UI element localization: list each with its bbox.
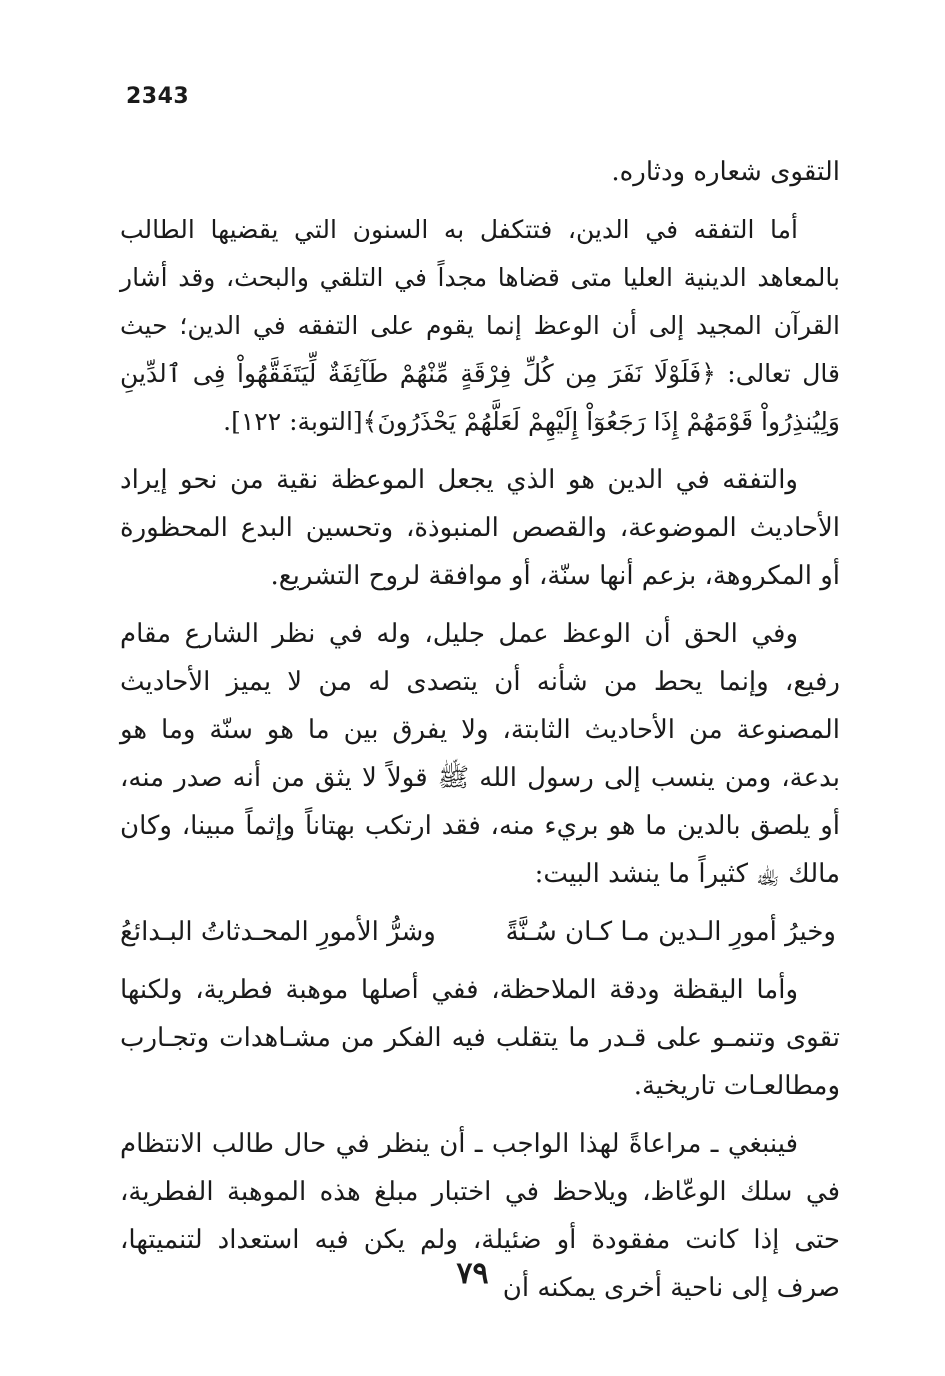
paragraph-3: والتفقه في الدين هو الذي يجعل الموعظة نقية من نحو إيراد الأحاديث الموضوعة، والقصص المنبوذة، وتحسين البدع المحظورة أو المكروهة، بزعم أنها سنّة، أو موافقة لروح التشريع.: [120, 465, 840, 591]
page-number: ٧٩: [456, 1256, 489, 1291]
paragraph-1: التقوى شعاره ودثاره.: [611, 157, 840, 187]
paragraph-6: فينبغي ـ مراعاةً لهذا الواجب ـ أن ينظر في حال طالب الانتظام في سلك الوعّاظ، ويلاحظ في اختبار مبلغ هذه الموهبة الفطرية، حتى إذا كانت مفقودة أو ضئيلة، ولم يكن فيه استعداد لتنميتها، صرف إلى ناحية أخرى يمكنه أن: [120, 1129, 840, 1303]
paragraph-2: أما التفقه في الدين، فتتكفل به السنون التي يقضيها الطالب بالمعاهد الدينية العليا متى قضاها مجداً في التلقي والبحث، وقد أشار القرآن المجيد إلى أن الوعظ إنما يقوم على التفقه في الدين؛ حيث قال تعالى: ﴿فَلَوْلَا نَفَرَ مِن كُلِّ فِرْقَةٍ مِّنْهُمْ طَآئِفَةٌ لِّيَتَفَقَّهُواْ فِى ٱلدِّينِ وَلِيُنذِرُواْ قَوْمَهُمْ إِذَا رَجَعُوٓاْ إِلَيْهِمْ لَعَلَّهُمْ يَحْذَرُونَ﴾[التوبة: ١٢٢].: [120, 215, 840, 436]
verse-first-hemistich: وخيرُ أمورِ الـدين مـا كـان سُـنَّةً: [505, 917, 836, 947]
paragraph-4: وفي الحق أن الوعظ عمل جليل، وله في نظر الشارع مقام رفيع، وإنما يحط من شأنه أن يتصدى له من لا يميز الأحاديث المصنوعة من الأحاديث الثابتة، ولا يفرق بين ما هو سنّة وما هو بدعة، ومن ينسب إلى رسول الله ﷺ قولاً لا يثق من أنه صدر منه، أو يلصق بالدين ما هو بريء منه، فقد ارتكب بهتاناً وإثماً مبينا، وكان مالك ﵀ كثيراً ما ينشد البيت:: [120, 619, 840, 889]
page-code: 2343: [126, 84, 190, 109]
poetry-verse: [120, 908, 840, 956]
verse-second-hemistich: وشرُّ الأمورِ المحـدثاتُ البـدائعُ: [120, 917, 436, 947]
paragraph-5: وأما اليقظة ودقة الملاحظة، ففي أصلها موهبة فطرية، ولكنها تقوى وتنمـو على قـدر ما يتقلب فيه الفكر من مشـاهدات وتجـارب ومطالعـات تاريخية.: [120, 975, 840, 1101]
main-text: [120, 148, 840, 1322]
